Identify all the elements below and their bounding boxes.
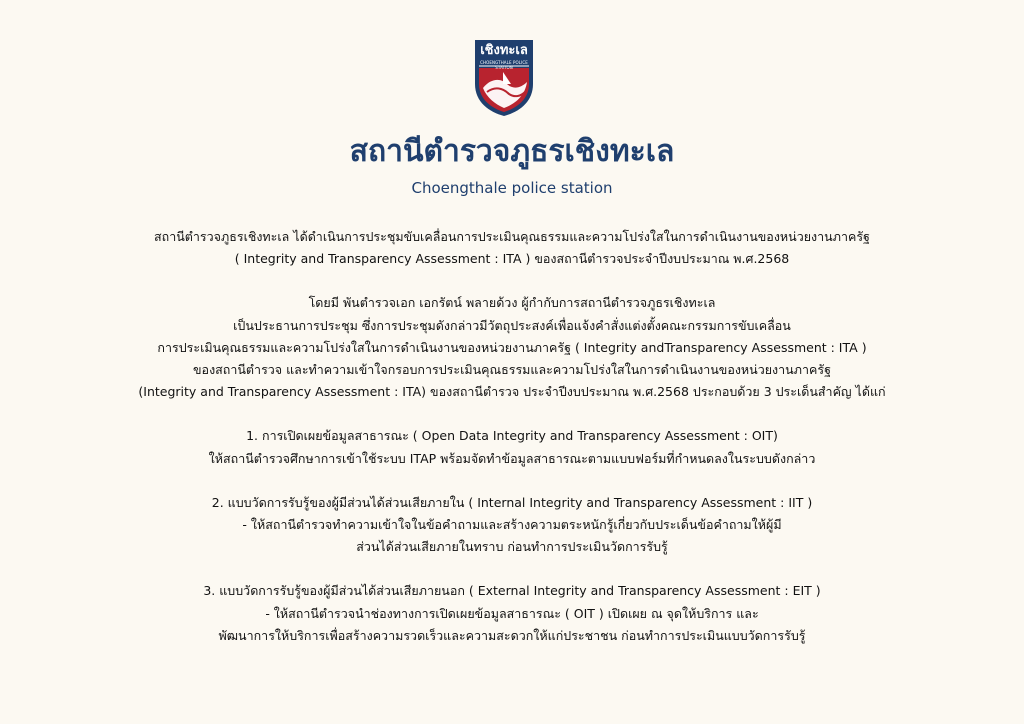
paragraph-2-line-2: เป็นประธานการประชุม ซึ่งการประชุมดังกล่าวมีวัตถุประสงค์เพื่อแจ้งคำสั่งแต่งตั้งคณะกรรมการขับเคลื่อน [233,317,791,333]
paragraph-2-line-1: โดยมี พันตำรวจเอก เอกรัตน์ พลายด้วง ผู้กำกับการสถานีตำรวจภูธรเชิงทะเล [308,295,716,311]
paragraph-2-line-4: ของสถานีตำรวจ และทำความเข้าใจกรอบการประเมินคุณธรรมและความโปร่งใสในการดำเนินงานของหน่วยงานภาครัฐ [193,362,831,378]
page-subtitle: Choengthale police station [411,179,613,197]
announcement-body [20,226,1004,647]
item-2-heading: 2. แบบวัดการรับรู้ของผู้มีส่วนได้ส่วนเสียภายใน ( Internal Integrity and Transparency Assessment : IIT ) [211,494,813,510]
paragraph-2-line-5: (Integrity and Transparency Assessment : ITA) ของสถานีตำรวจ ประจำปีงบประมาณ พ.ศ.2568 ประกอบด้วย 3 ประเด็นสำคัญ ได้แก่ [138,384,886,400]
item-1-heading: 1. การเปิดเผยข้อมูลสาธารณะ ( Open Data Integrity and Transparency Assessment : OIT) [246,428,778,444]
police-badge-logo [473,38,535,118]
page-title: สถานีตำรวจภูธรเชิงทะเล [349,134,675,169]
item-2-detail-2: ส่วนได้ส่วนเสียภายในทราบ ก่อนทำการประเมินวัดการรับรู้ [356,539,668,555]
item-3-heading: 3. แบบวัดการรับรู้ของผู้มีส่วนได้ส่วนเสียภายนอก ( External Integrity and Transparency Assessment : EIT ) [203,583,821,599]
item-3-detail-2: พัฒนาการให้บริการเพื่อสร้างความรวดเร็วและความสะดวกให้แก่ประชาชน ก่อนทำการประเมินแบบวัดการรับรู้ [218,627,806,643]
paragraph-1-line-1: สถานีตำรวจภูธรเชิงทะเล ได้ดำเนินการประชุมขับเคลื่อนการประเมินคุณธรรมและความโปร่งใสในการดำเนินงานของหน่วยงานภาครัฐ [154,229,870,244]
paragraph-2-line-3: การประเมินคุณธรรมและความโปร่งใสในการดำเนินงานของหน่วยงานภาครัฐ ( Integrity andTransparency Assessment : ITA ) [157,339,867,355]
logo-subtitle: CHOENGTHALE POLICE STATION [480,60,528,70]
item-1-detail: ให้สถานีตำรวจศึกษาการเข้าใช้ระบบ ITAP พร้อมจัดทำข้อมูลสาธารณะตามแบบฟอร์มที่กำหนดลงในระบบดังกล่าว [208,450,816,466]
paragraph-1-line-2: ( Integrity and Transparency Assessment : ITA ) ของสถานีตำรวจประจำปีงบประมาณ พ.ศ.2568 [234,251,790,267]
item-2-detail-1: - ให้สถานีตำรวจทำความเข้าใจในข้อคำถามและสร้างความตระหนักรู้เกี่ยวกับประเด็นข้อคำถามให้ผู้มี [242,517,782,533]
logo-title: เชิงทะเล [480,43,528,58]
item-3-detail-1: - ให้สถานีตำรวจนำช่องทางการเปิดเผยข้อมูลสาธารณะ ( OIT ) เปิดเผย ณ จุดให้บริการ และ [265,605,759,621]
